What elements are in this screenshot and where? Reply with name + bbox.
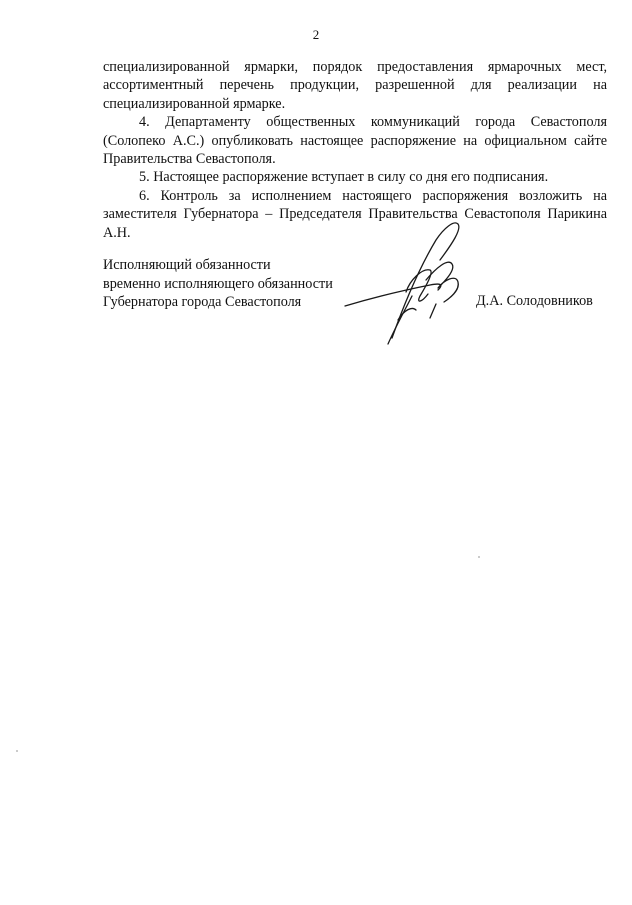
signatory-title-line-2: временно исполняющего обязанности bbox=[103, 275, 333, 292]
signatory-title bbox=[103, 256, 333, 312]
paragraph-item-6: 6. Контроль за исполнением настоящего распоряжения возложить на заместителя Губернатора – Председателя Правительства Севастополя Парикина А.Н. bbox=[103, 187, 607, 241]
handwritten-signature bbox=[340, 210, 480, 350]
paragraph-item-4: 4. Департаменту общественных коммуникаций города Севастополя (Солопеко А.С.) опубликовать настоящее распоряжение на официальном сайте Правительства Севастополя. bbox=[103, 114, 607, 168]
scan-speck bbox=[16, 750, 18, 752]
scan-speck bbox=[478, 556, 480, 558]
signatory-title-line-3: Губернатора города Севастополя bbox=[103, 294, 302, 310]
signatory-title-line-1: Исполняющий обязанности bbox=[103, 257, 271, 273]
signer-name: Д.А. Солодовников bbox=[476, 293, 593, 309]
paragraph-fair-rules: специализированной ярмарки, порядок предоставления ярмарочных мест, ассортиментный перечень продукции, разрешенной для реализации на специализированной ярмарке. bbox=[103, 59, 607, 112]
page-number: 2 bbox=[312, 27, 320, 42]
paragraph-item-5: 5. Настоящее распоряжение вступает в силу со дня его подписания. bbox=[139, 169, 549, 186]
